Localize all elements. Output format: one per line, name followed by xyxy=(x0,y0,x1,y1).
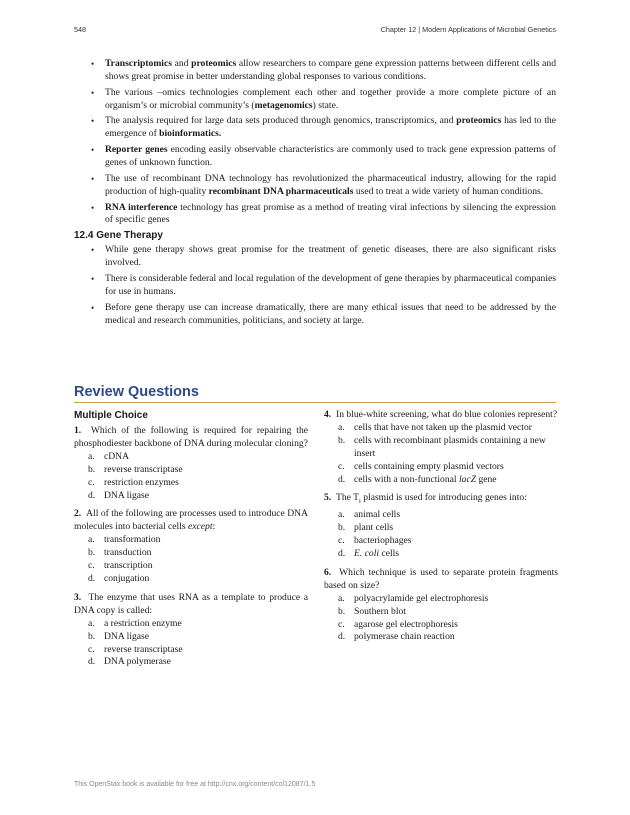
summary-section xyxy=(74,58,556,330)
answer-option xyxy=(324,435,558,461)
option-letter: d. xyxy=(88,656,96,668)
text-run: bacteriophages xyxy=(354,535,412,547)
text-run: allow researchers to compare gene expression patterns between different cells and shows great promise in better understanding global responses to various conditions. xyxy=(105,58,556,82)
text-run: cells with a non-functional xyxy=(354,473,459,485)
key-term: Transcriptomics xyxy=(105,58,172,69)
answer-option xyxy=(74,490,308,503)
text-run: Which technique is used to separate protein fragments based on size? xyxy=(324,566,559,591)
question-stem xyxy=(74,592,308,618)
text-run: DNA ligase xyxy=(104,630,150,642)
answer-option xyxy=(74,477,308,490)
section-title: 12.4 Gene Therapy xyxy=(74,230,163,242)
bullet-item xyxy=(74,244,556,270)
text-run: used to treat a wide variety of human conditions. xyxy=(353,185,544,197)
answer-option xyxy=(324,548,558,561)
option-letter: b. xyxy=(88,547,96,559)
answer-options xyxy=(324,422,558,487)
key-term: RNA interference xyxy=(105,201,178,213)
text-run: Which of the following is required for repairing the phosphodiester backbone of DNA during molecular cloning? xyxy=(74,425,308,449)
answer-options xyxy=(324,509,558,561)
questions-left-column xyxy=(74,409,308,675)
question-item xyxy=(74,592,308,669)
option-letter: a. xyxy=(88,450,95,462)
answer-options xyxy=(324,593,558,645)
key-term: metagenomics xyxy=(254,99,313,111)
question-stem xyxy=(74,508,308,534)
answer-option xyxy=(74,464,308,477)
text-run: DNA polymerase xyxy=(104,656,171,668)
answer-option xyxy=(74,631,308,644)
text-run: The various –omics technologies complement each other and together provide a more complete picture of an organism’s or microbial community’s ( xyxy=(105,86,556,111)
answer-option xyxy=(324,535,558,548)
answer-option xyxy=(74,451,308,464)
text-run: Southern blot xyxy=(354,605,406,617)
text-run: The analysis required for large data sets produced through genomics, transcriptomics, and xyxy=(105,115,457,127)
answer-option xyxy=(74,560,308,573)
option-letter: a. xyxy=(88,534,95,546)
question-number: 6. xyxy=(324,566,332,578)
option-letter: b. xyxy=(338,522,346,534)
bullet-item xyxy=(74,302,556,328)
text-run: has led to the emergence of xyxy=(105,115,556,140)
option-letter: a. xyxy=(338,592,345,604)
bullet-icon: • xyxy=(91,116,95,127)
option-letter: b. xyxy=(338,605,346,617)
option-letter: d. xyxy=(88,489,96,501)
answer-options xyxy=(74,451,308,503)
answer-option xyxy=(324,509,558,522)
answer-option xyxy=(324,474,558,487)
answer-option xyxy=(74,547,308,560)
multiple-choice-heading: Multiple Choice xyxy=(74,410,148,421)
question-item xyxy=(74,508,308,585)
option-letter: a. xyxy=(338,509,345,521)
bullet-icon: • xyxy=(91,145,95,156)
bullet-item xyxy=(74,87,556,113)
bullet-icon: • xyxy=(91,302,95,313)
question-number: 3. xyxy=(74,591,82,603)
key-term: recombinant DNA pharmaceuticals xyxy=(208,185,354,197)
option-letter: c. xyxy=(338,460,345,472)
answer-option xyxy=(74,644,308,657)
bullet-icon: • xyxy=(91,59,95,69)
text-run: The enzyme that uses RNA as a template to produce a DNA copy is called: xyxy=(74,591,309,616)
key-term: proteomics xyxy=(456,115,502,127)
question-item xyxy=(324,409,558,486)
question-number: 5. xyxy=(324,492,332,504)
review-questions-heading: Review Questions xyxy=(74,384,556,403)
option-letter: b. xyxy=(88,630,96,642)
bullet-item xyxy=(74,173,556,199)
questions-right-column xyxy=(324,409,558,650)
text-run: The T xyxy=(336,492,360,504)
option-letter: c. xyxy=(338,618,345,630)
text-run: transformation xyxy=(104,534,161,546)
option-letter: d. xyxy=(338,631,346,643)
page-header xyxy=(74,25,556,34)
answer-option xyxy=(74,573,308,586)
text-run: cDNA xyxy=(104,450,130,462)
answer-option xyxy=(74,618,308,631)
text-run: polyacrylamide gel electrophoresis xyxy=(354,592,489,604)
option-letter: d. xyxy=(338,547,346,559)
bullet-icon: • xyxy=(91,273,95,284)
text-run: lacZ xyxy=(458,473,477,485)
option-letter: a. xyxy=(88,617,95,629)
option-letter: c. xyxy=(88,643,95,655)
text-run: plasmid is used for introducing genes into: xyxy=(360,492,527,504)
text-run: transduction xyxy=(104,547,152,559)
question-item xyxy=(74,425,308,502)
bullet-icon: • xyxy=(91,173,95,184)
option-letter: b. xyxy=(88,463,96,475)
question-number: 2. xyxy=(74,508,82,520)
question-stem xyxy=(324,567,558,593)
text-run: transcription xyxy=(104,560,153,572)
question-number: 1. xyxy=(74,425,82,436)
bullet-item xyxy=(74,202,556,228)
text-run: i xyxy=(359,498,361,506)
option-letter: c. xyxy=(88,476,95,488)
text-run: polymerase chain reaction xyxy=(354,631,455,643)
text-run: conjugation xyxy=(104,572,150,584)
text-run: reverse transcriptase xyxy=(104,463,183,475)
text-run: technology has great promise as a method of treating viral infections by silencing the expression of specific genes xyxy=(105,201,556,226)
bullet-icon: • xyxy=(91,245,95,256)
option-letter: a. xyxy=(338,421,345,433)
text-run: animal cells xyxy=(354,509,401,521)
text-run: restriction enzymes xyxy=(104,476,179,488)
chapter-title: Chapter 12 | Modern Applications of Microbial Genetics xyxy=(380,25,556,34)
text-run: While gene therapy shows great promise for the treatment of genetic diseases, there are also significant risks involved. xyxy=(105,244,556,269)
bullet-icon: • xyxy=(91,202,95,213)
option-letter: d. xyxy=(88,572,96,584)
question-stem xyxy=(324,492,558,509)
answer-option xyxy=(324,422,558,435)
answer-options xyxy=(74,618,308,670)
answer-option xyxy=(74,656,308,669)
text-run: ) state. xyxy=(312,99,339,111)
question-list-left xyxy=(74,425,308,669)
text-run: plant cells xyxy=(354,522,394,534)
bullet-icon: • xyxy=(91,87,95,98)
key-term: proteomics xyxy=(191,58,237,69)
bullet-item xyxy=(74,273,556,299)
answer-option xyxy=(324,606,558,619)
answer-option xyxy=(324,522,558,535)
text-run: and xyxy=(171,58,192,69)
option-letter: c. xyxy=(88,560,95,572)
option-letter: d. xyxy=(338,473,346,485)
answer-option xyxy=(324,461,558,474)
question-stem xyxy=(324,409,558,422)
option-letter: b. xyxy=(338,434,346,446)
text-run: encoding easily observable characteristics are commonly used to track gene expression patterns of genes of unknown function. xyxy=(105,144,556,169)
page-number: 548 xyxy=(74,25,86,34)
text-run: reverse transcriptase xyxy=(104,643,183,655)
answer-option xyxy=(74,534,308,547)
text-run: a restriction enzyme xyxy=(104,617,182,629)
answer-options xyxy=(74,534,308,586)
text-run: There is considerable federal and local regulation of the development of gene therapies by pharmaceutical companies for use in humans. xyxy=(105,272,556,297)
text-run: Before gene therapy use can increase dramatically, there are many ethical issues that need to be addressed by the medical and research communities, politicians, and society at large. xyxy=(105,301,556,326)
bullet-item xyxy=(74,115,556,141)
gene-therapy-list xyxy=(74,244,556,327)
answer-option xyxy=(324,631,558,644)
summary-list xyxy=(74,58,556,227)
option-letter: c. xyxy=(338,535,345,547)
text-run: All of the following are processes used to introduce DNA molecules into bacterial cells xyxy=(74,508,308,533)
question-list-right xyxy=(324,409,558,644)
text-run: except xyxy=(188,521,213,533)
text-run: DNA ligase xyxy=(104,489,150,501)
question-item xyxy=(324,492,558,560)
page-footer: This OpenStax book is available for free at http://cnx.org/content/col12087/1.5 xyxy=(74,781,316,788)
bullet-item xyxy=(74,144,556,170)
text-run: gene xyxy=(476,473,497,485)
question-stem xyxy=(74,425,308,451)
key-term: bioinformatics. xyxy=(159,128,222,140)
text-run: In blue-white screening, what do blue colonies represent? xyxy=(336,409,558,420)
text-run: E. coli xyxy=(354,547,380,559)
question-number: 4. xyxy=(324,409,332,420)
key-term: Reporter genes xyxy=(105,144,168,156)
bullet-item xyxy=(74,58,556,84)
text-run: cells that have not taken up the plasmid vector xyxy=(354,421,532,433)
answer-option xyxy=(324,593,558,606)
text-run: cells xyxy=(379,547,400,559)
text-run: cells with recombinant plasmids containing a new insert xyxy=(354,434,546,459)
question-item xyxy=(324,567,558,644)
text-run: agarose gel electrophoresis xyxy=(354,618,458,630)
answer-option xyxy=(324,619,558,632)
text-run: The use of recombinant DNA technology has revolutionized the pharmaceutical industry, allowing for the rapid production of high-quality xyxy=(105,172,556,197)
text-run: cells containing empty plasmid vectors xyxy=(354,460,504,472)
text-run: : xyxy=(212,521,216,533)
